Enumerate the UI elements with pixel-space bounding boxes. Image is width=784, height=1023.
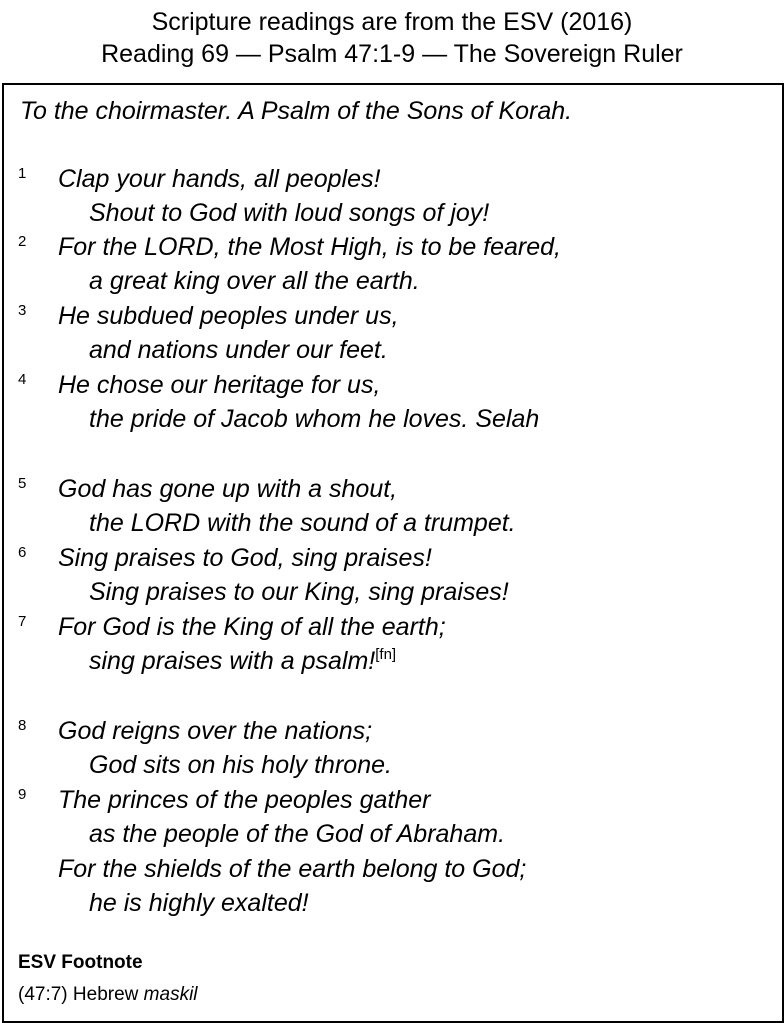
verse-line: as the people of the God of Abraham. — [89, 820, 506, 848]
header-source-line: Scripture readings are from the ESV (2016) — [151, 8, 633, 36]
verse-line: Sing praises to God, sing praises! — [58, 544, 432, 572]
verse-line: God sits on his holy throne. — [89, 751, 392, 779]
verse-number: 8 — [18, 717, 27, 734]
verse-number: 6 — [18, 544, 27, 561]
verse-line: God reigns over the nations; — [58, 717, 373, 745]
footnote-text — [18, 983, 198, 1007]
verse-line: Clap your hands, all peoples! — [58, 165, 381, 193]
verse-number: 1 — [18, 165, 27, 182]
verse-line-with-footnote — [89, 645, 396, 677]
passage-frame — [2, 83, 784, 1023]
verse-number: 5 — [18, 475, 27, 492]
header-reading-title: Reading 69 — Psalm 47:1-9 — The Sovereign Ruler — [101, 40, 683, 68]
verse-line: For God is the King of all the earth; — [58, 613, 446, 641]
footnote-term: maskil — [143, 984, 198, 1005]
verse-number: 2 — [18, 233, 27, 250]
footnote-reference: (47:7) Hebrew — [18, 984, 144, 1005]
page-header — [0, 6, 784, 70]
verse-line: he is highly exalted! — [89, 889, 309, 917]
verse-line: the LORD with the sound of a trumpet. — [89, 509, 516, 537]
verse-line: For the shields of the earth belong to God; — [58, 855, 527, 883]
verse-line: The princes of the peoples gather — [58, 786, 431, 814]
verse-number: 7 — [18, 613, 27, 630]
psalm-superscription: To the choirmaster. A Psalm of the Sons of Korah. — [20, 97, 573, 125]
footnote-marker[interactable]: [fn] — [375, 646, 397, 663]
verse-line: For the LORD, the Most High, is to be feared, — [58, 233, 562, 261]
verse-number: 9 — [18, 786, 27, 803]
verse-line: Sing praises to our King, sing praises! — [89, 578, 509, 606]
verse-line: He chose our heritage for us, — [58, 371, 381, 399]
verse-line-text: sing praises with a psalm! — [89, 647, 376, 675]
verse-line: and nations under our feet. — [89, 336, 388, 364]
verse-number: 4 — [18, 371, 27, 388]
verse-line: Shout to God with loud songs of joy! — [89, 199, 490, 227]
verse-line: a great king over all the earth. — [89, 267, 420, 295]
verse-line: God has gone up with a shout, — [58, 475, 398, 503]
verse-line: He subdued peoples under us, — [58, 302, 399, 330]
verse-line: the pride of Jacob whom he loves. Selah — [89, 405, 540, 433]
verse-number: 3 — [18, 302, 27, 319]
footnote-heading: ESV Footnote — [18, 952, 143, 973]
